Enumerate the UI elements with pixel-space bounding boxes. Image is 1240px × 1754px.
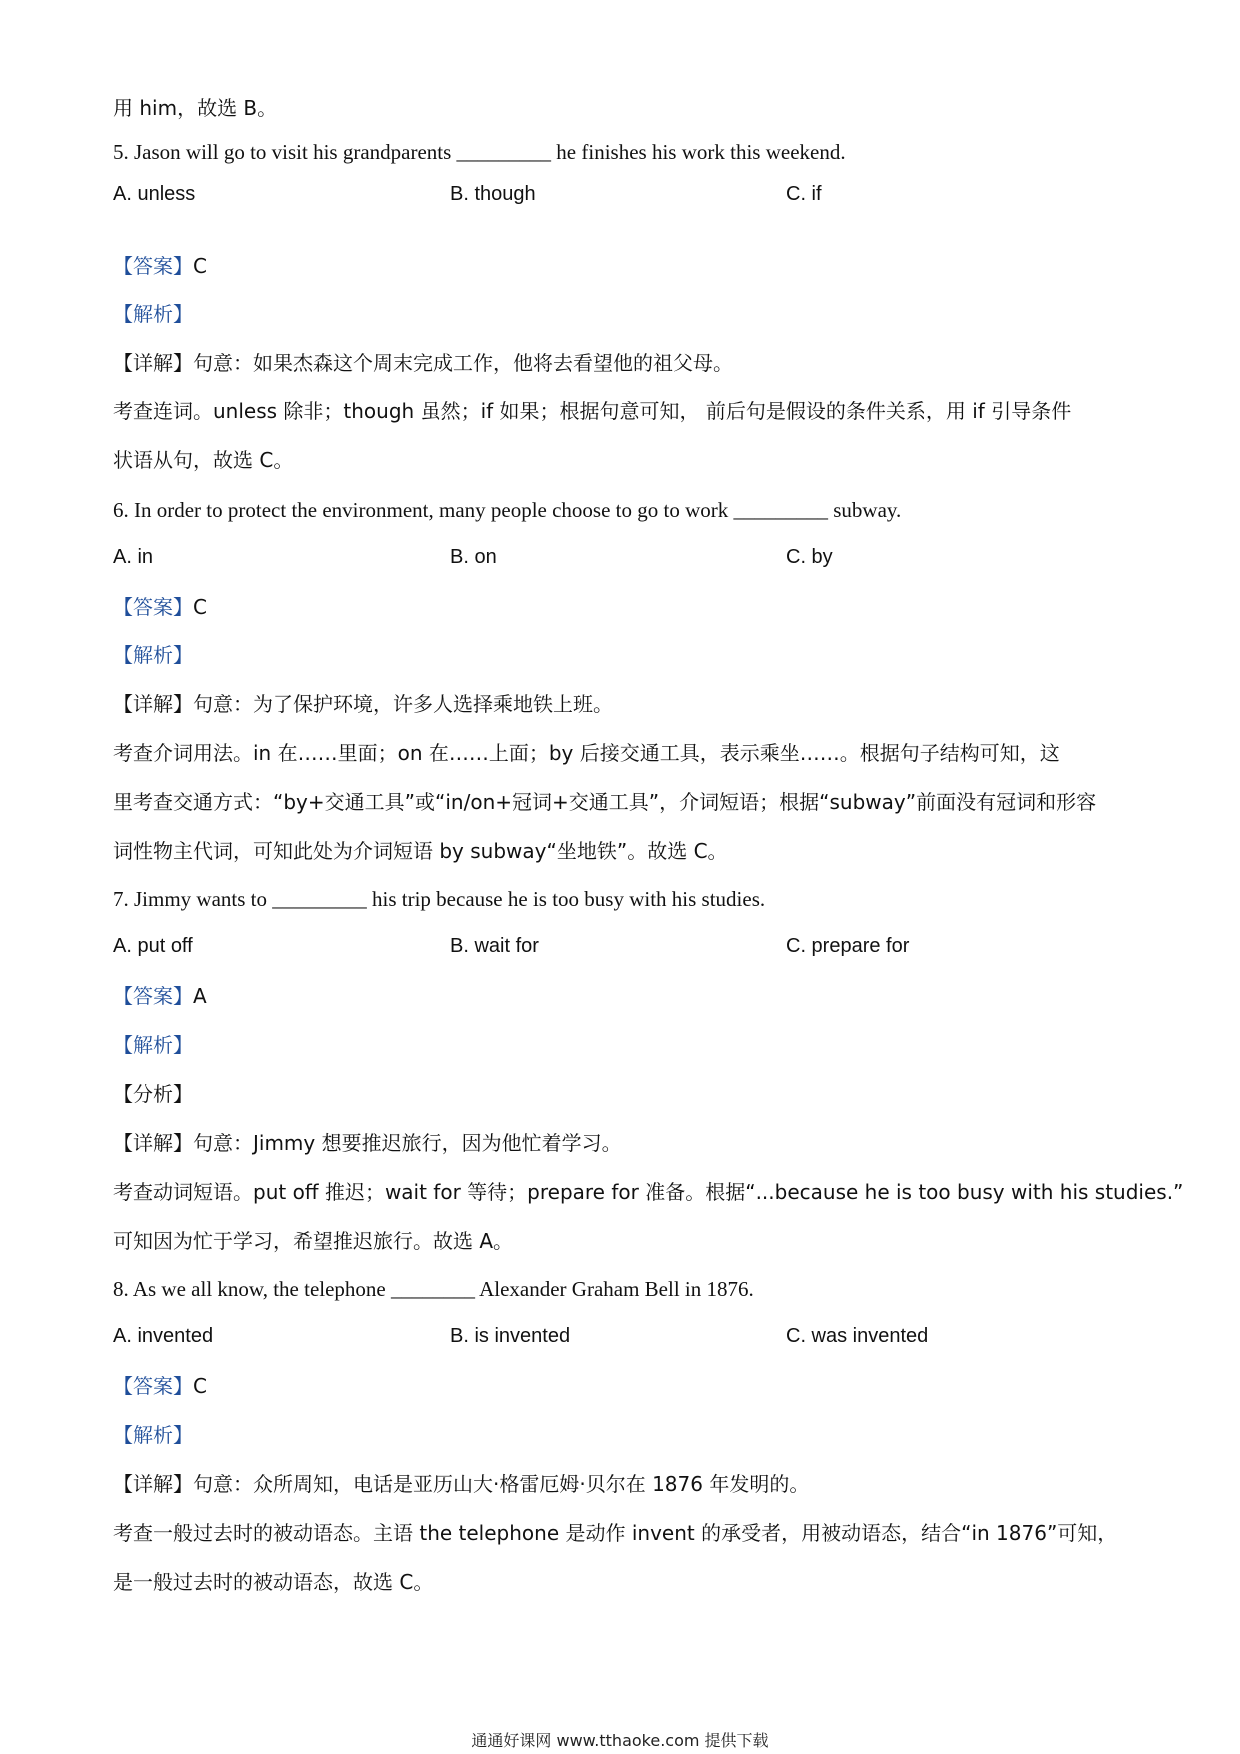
answer-value: A <box>193 984 207 1008</box>
question-7-stem: 7. Jimmy wants to _________ his trip because he is too busy with his studies. <box>113 887 766 911</box>
question-8-stem: 8. As we all know, the telephone ________ Alexander Graham Bell in 1876. <box>113 1277 754 1301</box>
question-7-analysis-tag: 【解析】 <box>113 1033 193 1057</box>
answer-tag: 【答案】 <box>113 1374 193 1398</box>
question-5-stem: 5. Jason will go to visit his grandparents _________ he finishes his work this weekend. <box>113 140 846 164</box>
detail-text: 句意：众所周知，电话是亚历山大·格雷厄姆·贝尔在 1876 年发明的。 <box>193 1472 810 1496</box>
question-8-analysis-tag: 【解析】 <box>113 1423 193 1447</box>
question-7-detail-1 <box>113 1130 1130 1156</box>
question-5-analysis-tag: 【解析】 <box>113 302 193 326</box>
question-8-detail-3: 是一般过去时的被动语态，故选 C。 <box>113 1570 434 1594</box>
detail-text: 句意：为了保护环境，许多人选择乘地铁上班。 <box>193 692 613 716</box>
question-6-detail-1 <box>113 691 1130 717</box>
question-6-detail-3: 里考查交通方式：“by+交通工具”或“in/on+冠词+交通工具”，介词短语；根据“subway”前面没有冠词和形容 <box>113 790 1097 814</box>
question-8-detail-1 <box>113 1471 1130 1497</box>
question-5-detail-3: 状语从句，故选 C。 <box>113 448 294 472</box>
question-8-detail-2: 考查一般过去时的被动语态。主语 the telephone 是动作 invent 的承受者，用被动语态，结合“in 1876”可知， <box>113 1521 1118 1545</box>
detail-tag: 【详解】 <box>113 351 193 375</box>
question-8-option-a: A. invented <box>113 1325 214 1347</box>
detail-tag: 【详解】 <box>113 1472 193 1496</box>
question-6-detail-4: 词性物主代词，可知此处为介词短语 by subway“坐地铁”。故选 C。 <box>113 839 728 863</box>
question-7-option-a: A. put off <box>113 935 193 957</box>
detail-text: 句意：Jimmy 想要推迟旅行，因为他忙着学习。 <box>193 1131 622 1155</box>
question-5-answer <box>113 253 1130 279</box>
answer-tag: 【答案】 <box>113 595 193 619</box>
question-5-option-b: B. though <box>450 183 536 205</box>
question-5-option-a: A. unless <box>113 183 196 205</box>
question-7-answer <box>113 983 1130 1009</box>
question-6-answer <box>113 594 1130 620</box>
answer-value: C <box>193 595 207 619</box>
question-6-option-b: B. on <box>450 546 497 568</box>
question-5-detail-2: 考查连词。unless 除非；though 虽然；if 如果；根据句意可知， 前后句是假设的条件关系，用 if 引导条件 <box>113 399 1072 423</box>
question-6-option-a: A. in <box>113 546 154 568</box>
answer-value: C <box>193 254 207 278</box>
question-8-answer <box>113 1373 1130 1399</box>
question-7-option-b: B. wait for <box>450 935 539 957</box>
question-8-option-c: C. was invented <box>786 1325 929 1347</box>
detail-text: 句意：如果杰森这个周末完成工作，他将去看望他的祖父母。 <box>193 351 733 375</box>
question-5-detail-1 <box>113 350 1130 376</box>
question-6-analysis-tag: 【解析】 <box>113 643 193 667</box>
intro-line: 用 him，故选 B。 <box>113 96 278 120</box>
question-7-detail-2: 考查动词短语。put off 推迟；wait for 等待；prepare for 准备。根据“...because he is too busy with his studies.” <box>113 1180 1184 1204</box>
question-5-option-c: C. if <box>786 183 822 205</box>
question-6-detail-2: 考查介词用法。in 在……里面；on 在……上面；by 后接交通工具，表示乘坐……。根据句子结构可知，这 <box>113 741 1060 765</box>
question-8-option-b: B. is invented <box>450 1325 571 1347</box>
question-7-detail-3: 可知因为忙于学习，希望推迟旅行。故选 A。 <box>113 1229 514 1253</box>
question-6-option-c: C. by <box>786 546 833 568</box>
page-footer: 通通好课网 www.tthaoke.com 提供下载 <box>471 1731 769 1750</box>
question-7-option-c: C. prepare for <box>786 935 910 957</box>
detail-tag: 【详解】 <box>113 1131 193 1155</box>
answer-tag: 【答案】 <box>113 984 193 1008</box>
answer-tag: 【答案】 <box>113 254 193 278</box>
detail-tag: 【详解】 <box>113 692 193 716</box>
question-6-stem: 6. In order to protect the environment, many people choose to go to work _________ subway. <box>113 498 902 522</box>
answer-value: C <box>193 1374 207 1398</box>
question-7-extra-tag: 【分析】 <box>113 1082 193 1106</box>
